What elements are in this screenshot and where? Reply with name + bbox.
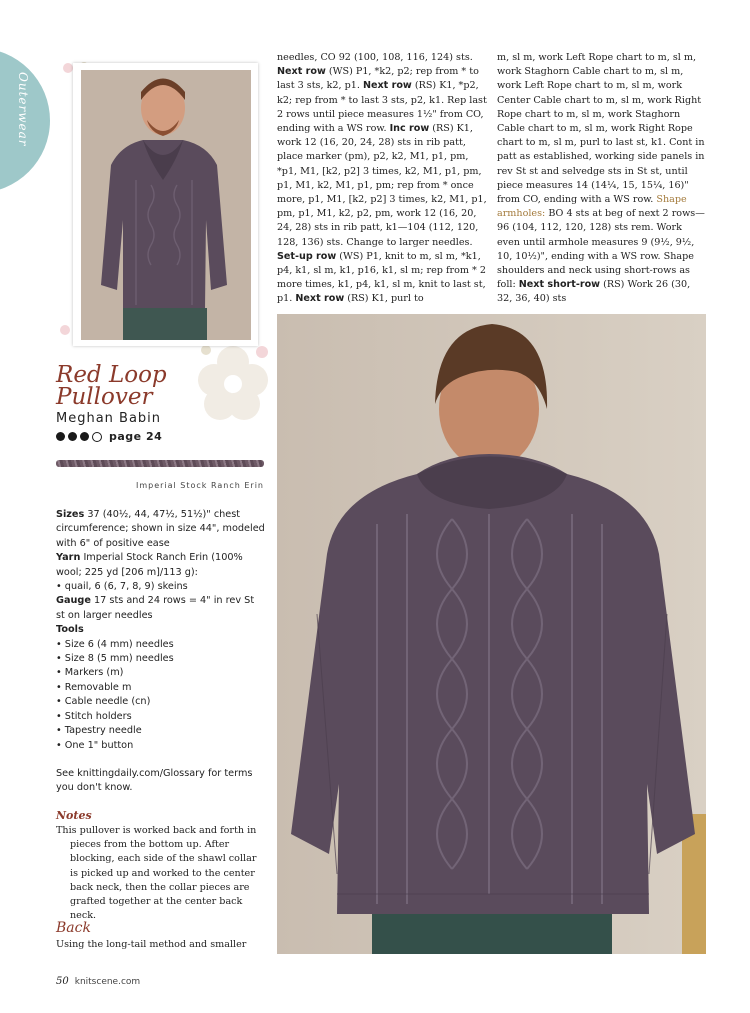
front-view-photo (81, 70, 251, 340)
back-view-photo (277, 314, 706, 954)
page-reference: page 24 (109, 430, 163, 443)
tools-label: Tools (56, 624, 84, 636)
tool-item: • Cable needle (cn) (56, 695, 266, 709)
instructions-column-2: m, sl m, work Left Rope chart to m, sl m, work Staghorn Cable chart to m, sl m, work Left Rope chart to m, sl m, work Center Cable chart to m, sl m, work Right Rope chart to m, sl m, work Staghorn Cable chart to m, sl m, work Right Rope chart to m, sl m, purl to last st, k1. Cont in patt as established, working side panels in rev St st and selvedge sts in St st, until piece measures 14 (14¼, 15, 15¼, 16)" from CO, ending with a WS row. Shape armholes: BO 4 sts at beg of next 2 rows—96 (104, 112, 120, 128) sts rem. Work even until armhole measures 9 (9½, 9½, 10, 10½)", ending with a WS row. Shape shoulders and neck using short-rows as foll: Next short-row (RS) Work 26 (30, 32, 36, 40) sts (497, 52, 705, 305)
yarn-caption: Imperial Stock Ranch Erin (135, 481, 264, 490)
gauge-label: Gauge (56, 595, 91, 607)
title-line-1: Red Loop (56, 362, 167, 388)
page-number: 50 (56, 976, 69, 987)
difficulty-rating (56, 430, 162, 443)
designer-name: Meghan Babin (56, 411, 162, 426)
back-text: Using the long-tail method and smaller (56, 939, 247, 950)
footer-site: knitscene.com (74, 977, 141, 987)
difficulty-dot-empty (92, 432, 102, 442)
yarn-text: Imperial Stock Ranch Erin (100% wool; 225 yd [206 m]/113 g): (56, 552, 243, 578)
difficulty-dot-filled (56, 432, 65, 441)
yarn-skeins: • quail, 6 (6, 7, 8, 9) skeins (56, 581, 188, 593)
sizes-text: 37 (40½, 44, 47½, 51½)" chest circumference; shown in size 44", modeled with 6" of positive ease (56, 509, 265, 549)
tool-item: • One 1" button (56, 739, 266, 753)
tools-list (56, 638, 266, 753)
gauge-text: 17 sts and 24 rows = 4" in rev St st on larger needles (56, 595, 255, 621)
tool-item: • Size 8 (5 mm) needles (56, 652, 266, 666)
tool-item: • Tapestry needle (56, 724, 266, 738)
pattern-specs (56, 508, 266, 796)
difficulty-dot-filled (68, 432, 77, 441)
section-tab-label: Outerwear (16, 72, 30, 147)
yarn-sample-image (56, 460, 264, 467)
back-heading: Back (56, 920, 91, 936)
notes-heading: Notes (56, 809, 92, 822)
tool-item: • Markers (m) (56, 666, 266, 680)
notes-text: This pullover is worked back and forth in pieces from the bottom up. After blocking, each side of the shawl collar is picked up and worked to the center back neck, then the collar pieces are grafted together at the center back neck. (56, 825, 257, 922)
large-flower-icon (192, 340, 274, 430)
pattern-title (56, 364, 167, 408)
instructions-column-1: needles, CO 92 (100, 108, 116, 124) sts. Next row (WS) P1, *k2, p2; rep from * to last 3 sts, k2, p1. Next row (RS) K1, *p2, k2; rep from * to last 3 sts, p2, k1. Rep last 2 rows until piece measures 1½" from CO, ending with a WS row. Inc row (RS) K1, work 12 (16, 20, 24, 28) sts in rib patt, place marker (pm), p2, k2, M1, p1, pm, *p1, M1, [k2, p2] 3 times, k2, M1, p1, pm, p1, M1, k2, M1, p1, pm; rep from * once more, p1, M1, [k2, p2] 3 times, k2, M1, p1, pm, p1, M1, k2, p2, pm, work 12 (16, 20, 24, 28) sts in rib patt, k1—104 (112, 120, 128, 136) sts. Change to larger needles. Set-up row (WS) P1, knit to m, sl m, *k1, p4, k1, sl m, k1, p16, k1, sl m; rep from * 2 more times, k1, p4, k1, sl m, knit to last st, p1. Next row (RS) K1, purl to (277, 52, 487, 305)
tool-item: • Removable m (56, 681, 266, 695)
page-footer (56, 976, 140, 987)
sizes-label: Sizes (56, 509, 85, 520)
title-line-2: Pullover (56, 384, 153, 410)
difficulty-dot-filled (80, 432, 89, 441)
yarn-label: Yarn (56, 552, 81, 564)
tool-item: • Size 6 (4 mm) needles (56, 638, 266, 652)
glossary-note: See knittingdaily.com/Glossary for terms you don't know. (56, 767, 253, 794)
tool-item: • Stitch holders (56, 710, 266, 724)
